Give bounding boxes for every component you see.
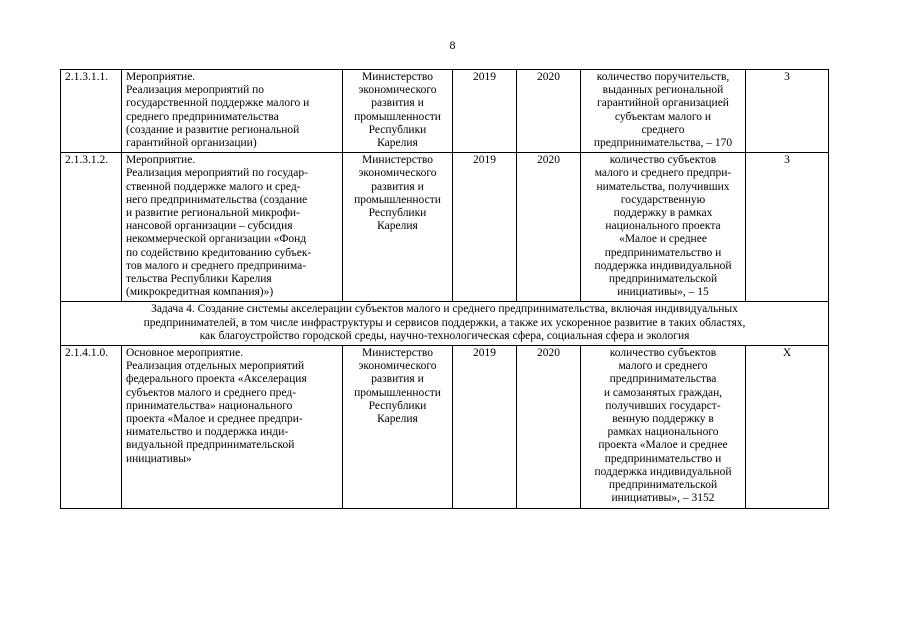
- activity-indicator-line: предпринимательство и: [604, 452, 722, 465]
- activity-executor-line: промышленности: [354, 193, 441, 206]
- activity-indicator-line: среднего: [641, 123, 685, 136]
- activity-indicator: [581, 70, 746, 153]
- activity-indicator-line: количество субъектов: [609, 347, 717, 360]
- activity-executor-line: Республики: [368, 207, 427, 220]
- activity-name-line: него предпринимательства (создание: [126, 193, 308, 206]
- activity-indicator-line: получивших государст-: [605, 399, 721, 412]
- activity-name-line: ственной поддержке малого и сред-: [126, 180, 301, 193]
- activity-name-line: нимательство и поддержка инди-: [126, 426, 289, 439]
- activity-name-line: Реализация мероприятий по: [126, 84, 265, 97]
- activity-indicator-line: количество субъектов: [609, 154, 717, 167]
- activity-indicator-line: инициативы», – 15: [617, 286, 709, 299]
- task-heading-line: предпринимателей, в том числе инфраструктуры и сервисов поддержки, а также их ускоренное развитие в таких областях,: [143, 316, 746, 329]
- activity-name-line: Реализация отдельных мероприятий: [126, 360, 305, 373]
- activity-executor: [343, 153, 453, 302]
- activity-name-line: Мероприятие.: [126, 154, 196, 167]
- activity-executor: [343, 346, 453, 508]
- activity-executor-line: Республики: [368, 123, 427, 136]
- activity-name-line: Реализация мероприятий по государ-: [126, 167, 308, 180]
- activity-indicator-line: поддержка индивидуальной: [594, 465, 732, 478]
- activity-code: 2.1.3.1.2.: [61, 153, 122, 302]
- activity-indicator-line: инициативы», – 3152: [611, 492, 715, 505]
- activity-executor-line: Республики: [368, 399, 427, 412]
- activity-name-line: федерального проекта «Акселерация: [126, 373, 307, 386]
- activity-name-line: (микрокредитная компания)»): [126, 286, 274, 299]
- activity-indicator-line: предпринимательство и: [604, 246, 722, 259]
- activity-indicator-line: предпринимательской: [608, 273, 718, 286]
- activity-name-line: Мероприятие.: [126, 71, 196, 83]
- year-end: 2020: [517, 70, 581, 153]
- activity-indicator-line: предпринимательской: [608, 479, 718, 492]
- activity-code: 2.1.3.1.1.: [61, 70, 122, 153]
- activity-indicator: [581, 153, 746, 302]
- activity-executor: [343, 70, 453, 153]
- activity-indicator-line: государственную: [620, 193, 706, 206]
- activity-name-line: среднего предпринимательства: [126, 110, 279, 123]
- activity-executor-line: развития и: [371, 373, 424, 386]
- activity-indicator-line: поддержку в рамках: [613, 207, 713, 220]
- activity-name: [122, 70, 343, 153]
- table-row: [61, 346, 829, 508]
- activity-name-line: нансовой организации – субсидия: [126, 220, 293, 233]
- activity-indicator-line: малого и среднего: [618, 360, 708, 373]
- activity-indicator-line: национального проекта: [605, 220, 721, 233]
- activity-indicator-line: нимательства, получивших: [596, 180, 730, 193]
- activity-executor-line: Министерство: [362, 71, 433, 83]
- activity-name-line: гарантийной организации): [126, 137, 257, 150]
- activity-name-line: тов малого и среднего предпринима-: [126, 259, 307, 272]
- task-heading: [61, 302, 829, 346]
- year-start: 2019: [453, 70, 517, 153]
- activity-indicator-line: гарантийной организацией: [597, 97, 729, 110]
- task-heading-line: Задача 4. Создание системы акселерации субъектов малого и среднего предпринимательства, включая индивидуальных: [151, 303, 738, 316]
- activity-name: [122, 346, 343, 508]
- activity-name-line: (создание и развитие региональной: [126, 123, 300, 136]
- table-row: [61, 153, 829, 302]
- activity-name-line: субъектов малого и среднего пред-: [126, 386, 297, 399]
- activity-name-line: видуальной предпринимательской: [126, 439, 295, 452]
- year-end: 2020: [517, 346, 581, 508]
- activity-name-line: и развитие региональной микрофи-: [126, 207, 300, 220]
- page-number: 8: [449, 38, 456, 52]
- activity-name-line: инициативы»: [126, 452, 192, 465]
- activity-indicator-line: проекта «Малое и среднее: [598, 439, 728, 452]
- activity-executor-line: Карелия: [377, 220, 418, 233]
- activity-executor-line: развития и: [371, 97, 424, 110]
- activity-name-line: некоммерческой организации «Фонд: [126, 233, 307, 246]
- table-row: [61, 70, 829, 153]
- activity-code: 2.1.4.1.0.: [61, 346, 122, 508]
- activity-indicator-line: субъектам малого и: [614, 110, 712, 123]
- activity-name-line: проекта «Малое и среднее предпри-: [126, 413, 303, 426]
- activity-executor-line: промышленности: [354, 386, 441, 399]
- activity-name-line: государственной поддержке малого и: [126, 97, 310, 110]
- activity-executor-line: Карелия: [377, 413, 418, 426]
- activity-executor-line: экономического: [358, 84, 437, 97]
- activity-executor-line: экономического: [358, 167, 437, 180]
- activity-indicator-line: «Малое и среднее: [619, 233, 707, 246]
- activity-indicator-line: рамках национального: [607, 426, 719, 439]
- activity-indicator: [581, 346, 746, 508]
- activity-indicator-line: выданных региональной: [602, 84, 724, 97]
- task-row: [61, 302, 829, 346]
- activity-executor-line: Карелия: [377, 137, 418, 150]
- activity-indicator-line: венную поддержку в: [612, 413, 714, 426]
- indicator-link: 3: [746, 153, 829, 302]
- activity-executor-line: развития и: [371, 180, 424, 193]
- program-table: [60, 69, 829, 509]
- activity-name-line: тельства Республики Карелия: [126, 273, 272, 286]
- year-start: 2019: [453, 153, 517, 302]
- indicator-link: Х: [746, 346, 829, 508]
- activity-executor-line: промышленности: [354, 110, 441, 123]
- activity-name-line: по содействию кредитованию субъек-: [126, 246, 312, 259]
- activity-indicator-line: количество поручительств,: [596, 71, 730, 83]
- activity-executor-line: Министерство: [362, 347, 433, 360]
- activity-indicator-line: предпринимательства, – 170: [593, 137, 733, 150]
- activity-indicator-line: малого и среднего предпри-: [594, 167, 732, 180]
- activity-executor-line: Министерство: [362, 154, 433, 167]
- activity-name-line: Основное мероприятие.: [126, 347, 244, 360]
- year-start: 2019: [453, 346, 517, 508]
- task-heading-line: как благоустройство городской среды, научно-технологическая сфера, социальная сфера и экология: [199, 329, 690, 342]
- activity-indicator-line: предпринимательства: [609, 373, 717, 386]
- year-end: 2020: [517, 153, 581, 302]
- activity-executor-line: экономического: [358, 360, 437, 373]
- activity-name: [122, 153, 343, 302]
- activity-indicator-line: и самозанятых граждан,: [603, 386, 723, 399]
- activity-indicator-line: поддержка индивидуальной: [594, 259, 732, 272]
- indicator-link: 3: [746, 70, 829, 153]
- activity-name-line: принимательства» национального: [126, 399, 293, 412]
